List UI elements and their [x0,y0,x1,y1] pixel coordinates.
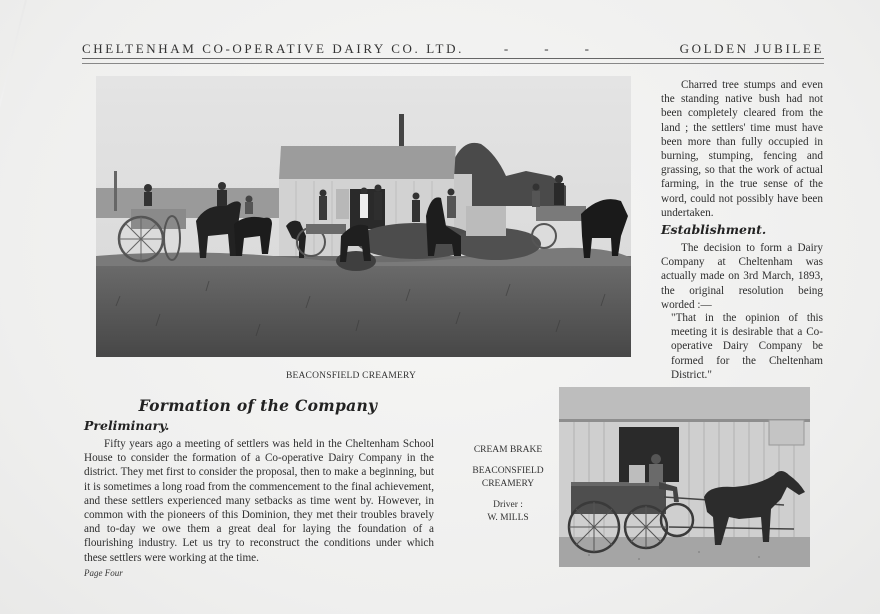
land-clearing-paragraph: Charred tree stumps and even the standing native bush had not been completely cleared from the land ; the settlers' time must have been more than fully occupied in burning, stumping, fencing and grassing, so that the work of actual farming, in the true sense of the word, could not possibly have been undertaken. [661,79,823,219]
driver-name: W. MILLS [487,513,529,523]
caption-line: CREAMERY [481,479,535,489]
header-jubilee: GOLDEN JUBILEE [679,41,824,56]
cream-brake-photo-illustration [559,387,810,567]
driver-label: Driver : [493,500,523,510]
dot: - [544,41,549,56]
cream-brake-photo [559,387,810,567]
paper-crease [0,0,27,117]
caption-line: BEACONSFIELD [472,466,544,476]
header-dots [504,41,589,57]
preliminary-heading: Preliminary. [84,418,170,433]
creamery-photo [96,76,631,357]
dot: - [584,41,589,56]
dot: - [503,41,509,56]
running-header [82,41,824,57]
caption-line: CREAM BRAKE [473,445,543,455]
establishment-paragraph: The decision to form a Dairy Company at Cheltenham was actually made on 3rd March, 1893, the original resolution being worded :— [661,242,823,311]
preliminary-paragraph: Fifty years ago a meeting of settlers was held in the Cheltenham School House to consider the formation of a Co-operative Dairy Company in the district. They met first to consider the proposal, then to make a beginning, but it is sometimes a long road from the commencement to the final achievement, and these settlers experienced many setbacks as time went by. However, in common with the pioneers of this Dominion, they met their troubles bravely and to-day we owe them a great deal for laying the foundation of a flourishing industry. Let us try to reconstruct the conditions under which these settlers were working at the time. [84,438,434,564]
article-title: Formation of the Company [138,396,378,415]
header-company-name: CHELTENHAM CO-OPERATIVE DAIRY CO. LTD. [82,41,464,56]
creamery-photo-illustration [96,76,631,357]
creamery-photo-caption: BEACONSFIELD CREAMERY [285,371,417,381]
resolution-quote: "That in the opinion of this meeting it is desirable that a Co-operative Dairy Company be formed for the Cheltenham District." [671,312,823,381]
cream-brake-caption [462,444,554,525]
header-double-rule [82,58,824,64]
page-number: Page Four [84,568,123,578]
establishment-heading: Establishment. [661,222,767,237]
